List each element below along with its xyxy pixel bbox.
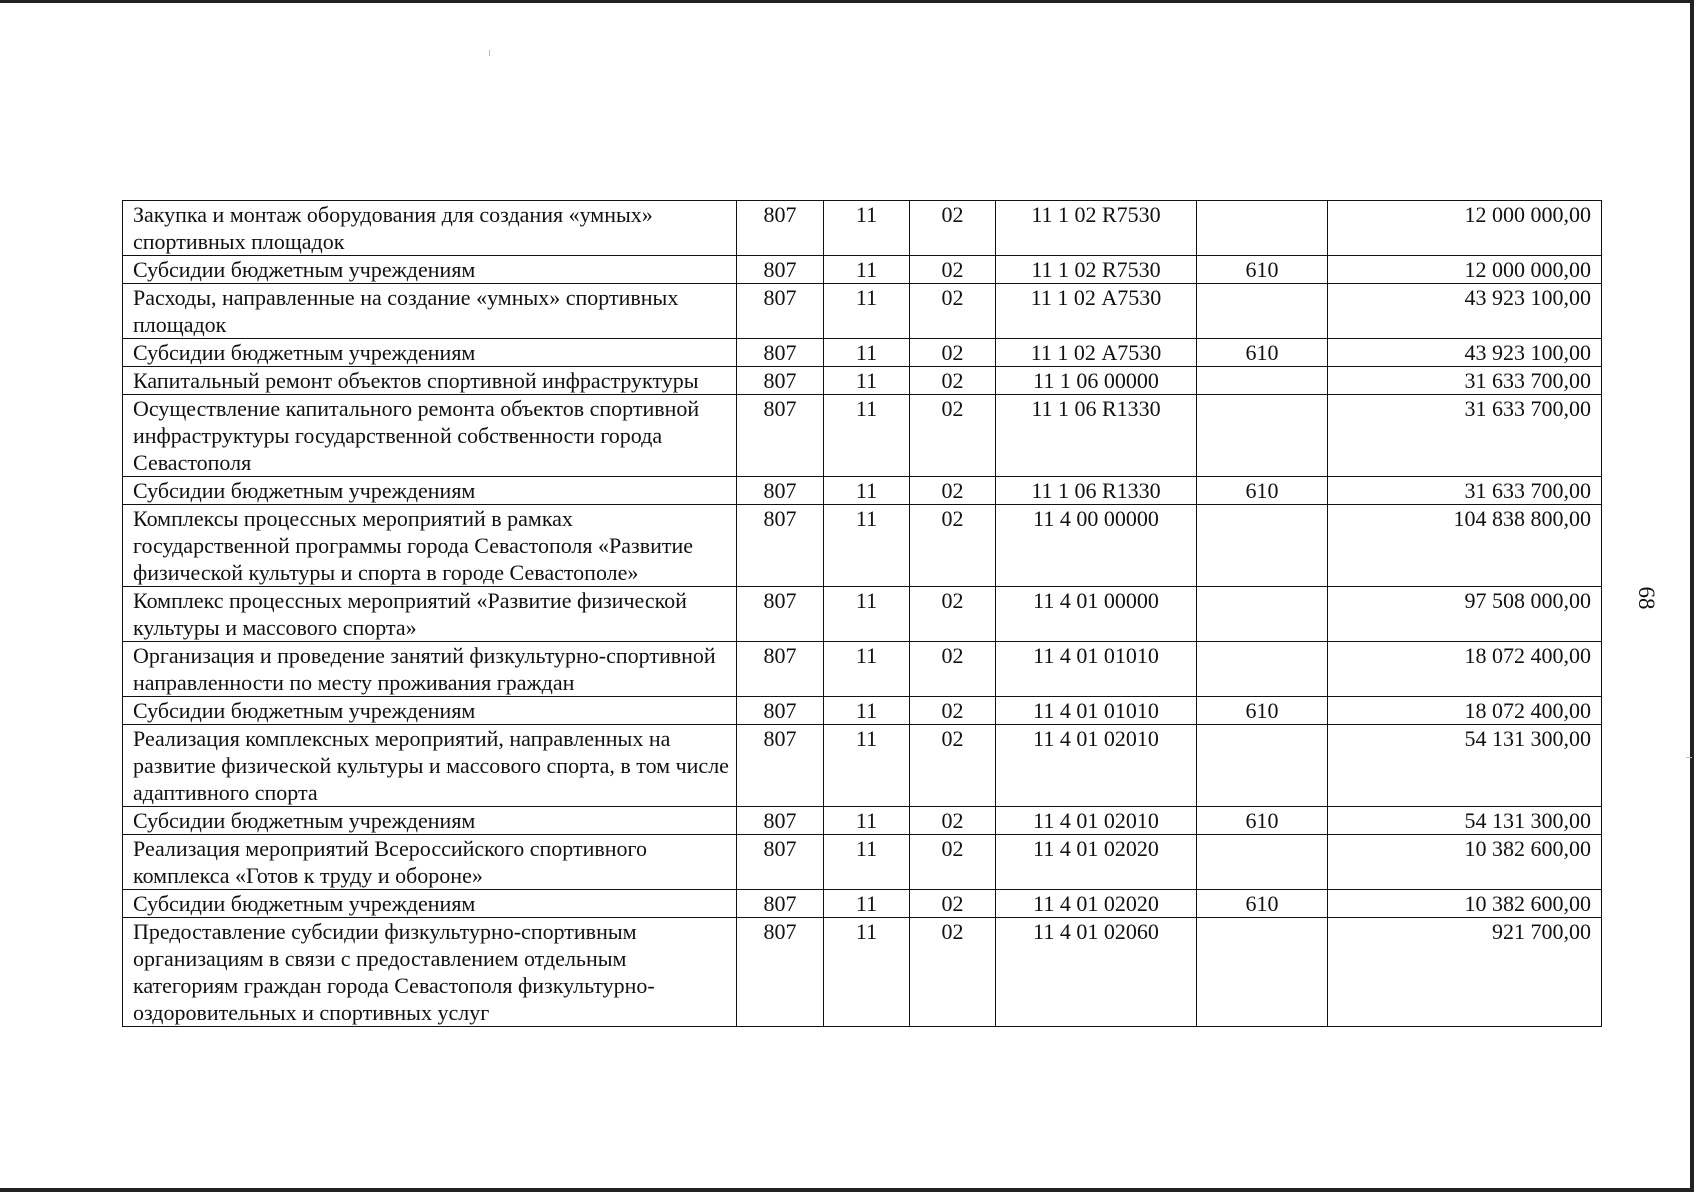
- row-ved-cell: 807: [737, 477, 824, 505]
- table-row: [123, 201, 1602, 256]
- row-name-cell: Субсидии бюджетным учреждениям: [123, 339, 737, 367]
- row-csr-cell: 11 4 01 00000: [996, 587, 1197, 642]
- row-name-cell: Субсидии бюджетным учреждениям: [123, 807, 737, 835]
- budget-table: [122, 200, 1602, 1027]
- table-row: [123, 477, 1602, 505]
- row-name-cell: Предоставление субсидии физкультурно-спортивным организациям в связи с предоставлением отдельным категориям граждан города Севастополя физкультурно-оздоровительных и спортивных услуг: [123, 918, 737, 1027]
- table-row: [123, 284, 1602, 339]
- table-row: [123, 367, 1602, 395]
- table-row: [123, 395, 1602, 477]
- row-pr-cell: 02: [910, 505, 996, 587]
- row-pr-cell: 02: [910, 807, 996, 835]
- row-name-cell: Реализация мероприятий Всероссийского спортивного комплекса «Готов к труду и обороне»: [123, 835, 737, 890]
- row-csr-cell: 11 1 02 R7530: [996, 201, 1197, 256]
- row-vr-cell: 610: [1197, 807, 1328, 835]
- row-rz-cell: 11: [824, 807, 910, 835]
- table-row: [123, 339, 1602, 367]
- row-pr-cell: 02: [910, 642, 996, 697]
- table-row: [123, 725, 1602, 807]
- table-row: [123, 918, 1602, 1027]
- row-rz-cell: 11: [824, 339, 910, 367]
- row-vr-cell: 610: [1197, 477, 1328, 505]
- row-sum-cell: 104 838 800,00: [1328, 505, 1602, 587]
- row-rz-cell: 11: [824, 835, 910, 890]
- row-pr-cell: 02: [910, 697, 996, 725]
- row-pr-cell: 02: [910, 256, 996, 284]
- row-ved-cell: 807: [737, 587, 824, 642]
- row-name-cell: Закупка и монтаж оборудования для создания «умных» спортивных площадок: [123, 201, 737, 256]
- row-rz-cell: 11: [824, 201, 910, 256]
- table-row: [123, 890, 1602, 918]
- row-pr-cell: 02: [910, 284, 996, 339]
- row-pr-cell: 02: [910, 835, 996, 890]
- row-vr-cell: [1197, 725, 1328, 807]
- row-vr-cell: [1197, 918, 1328, 1027]
- row-vr-cell: 610: [1197, 890, 1328, 918]
- row-sum-cell: 12 000 000,00: [1328, 201, 1602, 256]
- row-name-cell: Расходы, направленные на создание «умных» спортивных площадок: [123, 284, 737, 339]
- row-sum-cell: 97 508 000,00: [1328, 587, 1602, 642]
- row-pr-cell: 02: [910, 725, 996, 807]
- row-pr-cell: 02: [910, 201, 996, 256]
- row-csr-cell: 11 1 06 R1330: [996, 395, 1197, 477]
- row-vr-cell: 610: [1197, 339, 1328, 367]
- table-row: [123, 697, 1602, 725]
- row-sum-cell: 54 131 300,00: [1328, 807, 1602, 835]
- row-csr-cell: 11 4 01 01010: [996, 642, 1197, 697]
- row-sum-cell: 31 633 700,00: [1328, 395, 1602, 477]
- row-rz-cell: 11: [824, 587, 910, 642]
- row-sum-cell: 43 923 100,00: [1328, 339, 1602, 367]
- row-vr-cell: [1197, 642, 1328, 697]
- row-sum-cell: 10 382 600,00: [1328, 890, 1602, 918]
- row-vr-cell: [1197, 587, 1328, 642]
- row-csr-cell: 11 4 01 02020: [996, 890, 1197, 918]
- row-ved-cell: 807: [737, 256, 824, 284]
- row-ved-cell: 807: [737, 890, 824, 918]
- row-name-cell: Осуществление капитального ремонта объектов спортивной инфраструктуры государственной собственности города Севастополя: [123, 395, 737, 477]
- row-ved-cell: 807: [737, 367, 824, 395]
- row-pr-cell: 02: [910, 587, 996, 642]
- row-ved-cell: 807: [737, 201, 824, 256]
- row-name-cell: Субсидии бюджетным учреждениям: [123, 697, 737, 725]
- table-row: [123, 587, 1602, 642]
- row-pr-cell: 02: [910, 367, 996, 395]
- budget-table-body: [123, 201, 1602, 1027]
- row-ved-cell: 807: [737, 339, 824, 367]
- row-pr-cell: 02: [910, 918, 996, 1027]
- row-csr-cell: 11 4 01 02060: [996, 918, 1197, 1027]
- row-ved-cell: 807: [737, 642, 824, 697]
- row-name-cell: Капитальный ремонт объектов спортивной инфраструктуры: [123, 367, 737, 395]
- row-pr-cell: 02: [910, 477, 996, 505]
- row-csr-cell: 11 1 06 R1330: [996, 477, 1197, 505]
- row-rz-cell: 11: [824, 918, 910, 1027]
- row-vr-cell: [1197, 395, 1328, 477]
- row-csr-cell: 11 4 01 01010: [996, 697, 1197, 725]
- row-pr-cell: 02: [910, 395, 996, 477]
- row-sum-cell: 31 633 700,00: [1328, 367, 1602, 395]
- row-ved-cell: 807: [737, 395, 824, 477]
- row-ved-cell: 807: [737, 918, 824, 1027]
- row-sum-cell: 18 072 400,00: [1328, 697, 1602, 725]
- row-ved-cell: 807: [737, 835, 824, 890]
- row-name-cell: Реализация комплексных мероприятий, направленных на развитие физической культуры и массового спорта, в том числе адаптивного спорта: [123, 725, 737, 807]
- row-csr-cell: 11 4 01 02010: [996, 807, 1197, 835]
- row-name-cell: Организация и проведение занятий физкультурно-спортивной направленности по месту проживания граждан: [123, 642, 737, 697]
- row-sum-cell: 31 633 700,00: [1328, 477, 1602, 505]
- row-ved-cell: 807: [737, 505, 824, 587]
- row-sum-cell: 43 923 100,00: [1328, 284, 1602, 339]
- scan-mark-top: [489, 50, 490, 56]
- row-name-cell: Субсидии бюджетным учреждениям: [123, 477, 737, 505]
- row-vr-cell: [1197, 505, 1328, 587]
- row-vr-cell: 610: [1197, 697, 1328, 725]
- row-ved-cell: 807: [737, 284, 824, 339]
- row-name-cell: Субсидии бюджетным учреждениям: [123, 256, 737, 284]
- row-rz-cell: 11: [824, 367, 910, 395]
- row-vr-cell: [1197, 835, 1328, 890]
- table-row: [123, 807, 1602, 835]
- row-name-cell: Комплексы процессных мероприятий в рамках государственной программы города Севастополя «Развитие физической культуры и спорта в городе Севастополе»: [123, 505, 737, 587]
- table-row: [123, 256, 1602, 284]
- row-sum-cell: 12 000 000,00: [1328, 256, 1602, 284]
- row-csr-cell: 11 4 01 02010: [996, 725, 1197, 807]
- row-ved-cell: 807: [737, 807, 824, 835]
- row-vr-cell: [1197, 367, 1328, 395]
- row-csr-cell: 11 1 02 А7530: [996, 284, 1197, 339]
- row-rz-cell: 11: [824, 890, 910, 918]
- row-name-cell: Субсидии бюджетным учреждениям: [123, 890, 737, 918]
- row-csr-cell: 11 4 01 02020: [996, 835, 1197, 890]
- table-row: [123, 835, 1602, 890]
- row-vr-cell: 610: [1197, 256, 1328, 284]
- row-rz-cell: 11: [824, 477, 910, 505]
- row-sum-cell: 54 131 300,00: [1328, 725, 1602, 807]
- page-number: 68: [1634, 586, 1659, 610]
- row-pr-cell: 02: [910, 339, 996, 367]
- row-vr-cell: [1197, 201, 1328, 256]
- row-name-cell: Комплекс процессных мероприятий «Развитие физической культуры и массового спорта»: [123, 587, 737, 642]
- row-sum-cell: 18 072 400,00: [1328, 642, 1602, 697]
- table-row: [123, 505, 1602, 587]
- scan-mark-right: [1686, 757, 1692, 758]
- row-rz-cell: 11: [824, 256, 910, 284]
- row-csr-cell: 11 1 02 R7530: [996, 256, 1197, 284]
- row-ved-cell: 807: [737, 697, 824, 725]
- row-sum-cell: 10 382 600,00: [1328, 835, 1602, 890]
- table-row: [123, 642, 1602, 697]
- row-rz-cell: 11: [824, 642, 910, 697]
- row-vr-cell: [1197, 284, 1328, 339]
- row-ved-cell: 807: [737, 725, 824, 807]
- row-rz-cell: 11: [824, 505, 910, 587]
- row-rz-cell: 11: [824, 697, 910, 725]
- row-rz-cell: 11: [824, 725, 910, 807]
- row-rz-cell: 11: [824, 395, 910, 477]
- row-pr-cell: 02: [910, 890, 996, 918]
- row-csr-cell: 11 1 06 00000: [996, 367, 1197, 395]
- row-csr-cell: 11 1 02 А7530: [996, 339, 1197, 367]
- row-csr-cell: 11 4 00 00000: [996, 505, 1197, 587]
- row-rz-cell: 11: [824, 284, 910, 339]
- row-sum-cell: 921 700,00: [1328, 918, 1602, 1027]
